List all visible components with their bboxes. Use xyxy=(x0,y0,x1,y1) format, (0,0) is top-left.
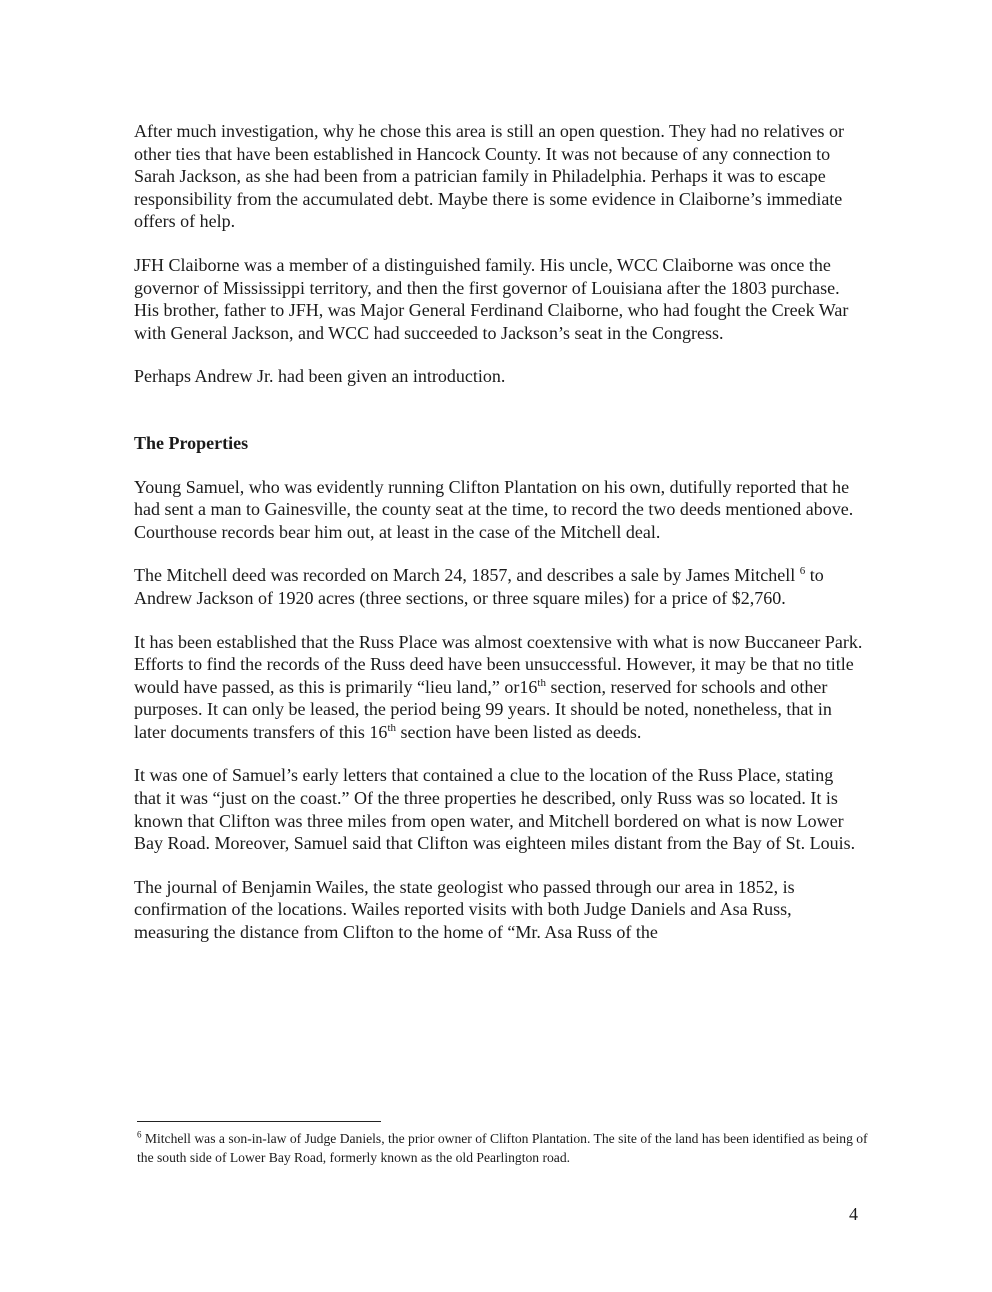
russ-text-c: section have been listed as deeds. xyxy=(396,721,642,742)
paragraph-wailes-journal: The journal of Benjamin Wailes, the state geologist who passed through our area in 1852, is confirmation of the locations. Wailes reported visits with both Judge Daniels and Asa Russ, measuring the distance from Clifton to the home of “Mr. Asa Russ of the xyxy=(134,876,795,943)
paragraph-investigation: After much investigation, why he chose this area is still an open question. They had no relatives or other ties that have been established in Hancock County. It was not because of any connection to Sarah Jackson, as she had been from a patrician family in Philadelphia. Perhaps it was to escape responsibility from the accumulated debt. Maybe there is some evidence in Claiborne’s immediate offers of help. xyxy=(134,121,844,232)
footnote-text: Mitchell was a son-in-law of Judge Daniels, the prior owner of Clifton Plantation. The site of the land has been identified as being of the south side of Lower Bay Road, formerly known as the old Pearlington road. xyxy=(137,1131,868,1165)
mitchell-deed-text-a: The Mitchell deed was recorded on March 24, 1857, and describes a sale by James Mitchell xyxy=(134,565,800,586)
paragraph-mitchell-deed xyxy=(134,564,864,609)
section-heading: The Properties xyxy=(134,432,249,453)
footnote-divider xyxy=(137,1121,381,1122)
mitchell-deed-text-b: to Andrew Jackson of 1920 acres (three sections, or three square miles) for a price of $2,760. xyxy=(134,565,824,608)
footnote-marker: 6 xyxy=(137,1129,142,1140)
paragraph-introduction: Perhaps Andrew Jr. had been given an introduction. xyxy=(134,366,506,387)
paragraph-russ-place xyxy=(134,631,864,744)
footnote xyxy=(137,1129,872,1167)
page-number: 4 xyxy=(849,1204,858,1224)
paragraph-samuel-letters: It was one of Samuel’s early letters that contained a clue to the location of the Russ Place, stating that it was “just on the coast.” Of the three properties he described, only Russ was so located. It is known that Clifton was three miles from open water, and Mitchell bordered on what is now Lower Bay Road. Moreover, Samuel said that Clifton was eighteen miles distant from the Bay of St. Louis. xyxy=(134,765,856,854)
ordinal-suffix: th xyxy=(537,676,546,689)
ordinal-suffix: th xyxy=(387,721,396,734)
body-text xyxy=(134,120,864,944)
paragraph-young-samuel: Young Samuel, who was evidently running Clifton Plantation on his own, dutifully reported that he had sent a man to Gainesville, the county seat at the time, to record the two deeds mentioned above. Courthouse records bear him out, at least in the case of the Mitchell deal. xyxy=(134,476,854,542)
paragraph-claiborne-family: JFH Claiborne was a member of a distinguished family. His uncle, WCC Claiborne was once the governor of Mississippi territory, and then the first governor of Louisiana after the 1803 purchase. His brother, father to JFH, was Major General Ferdinand Claiborne, who had fought the Creek War with General Jackson, and WCC had succeeded to Jackson’s seat in the Congress. xyxy=(134,254,849,343)
russ-text-a: It has been established that the Russ Place was almost coextensive with what is now Buccaneer Park. Efforts to find the records of the Russ deed have been unsuccessful. However, it may be that no title would have passed, as this is primarily “lieu land,” or16 xyxy=(134,631,863,697)
footnote-reference: 6 xyxy=(799,565,806,578)
russ-text-b: section, reserved for schools and other purposes. It can only be leased, the period being 99 years. It should be noted, nonetheless, that in later documents transfers of this 16 xyxy=(134,676,832,742)
